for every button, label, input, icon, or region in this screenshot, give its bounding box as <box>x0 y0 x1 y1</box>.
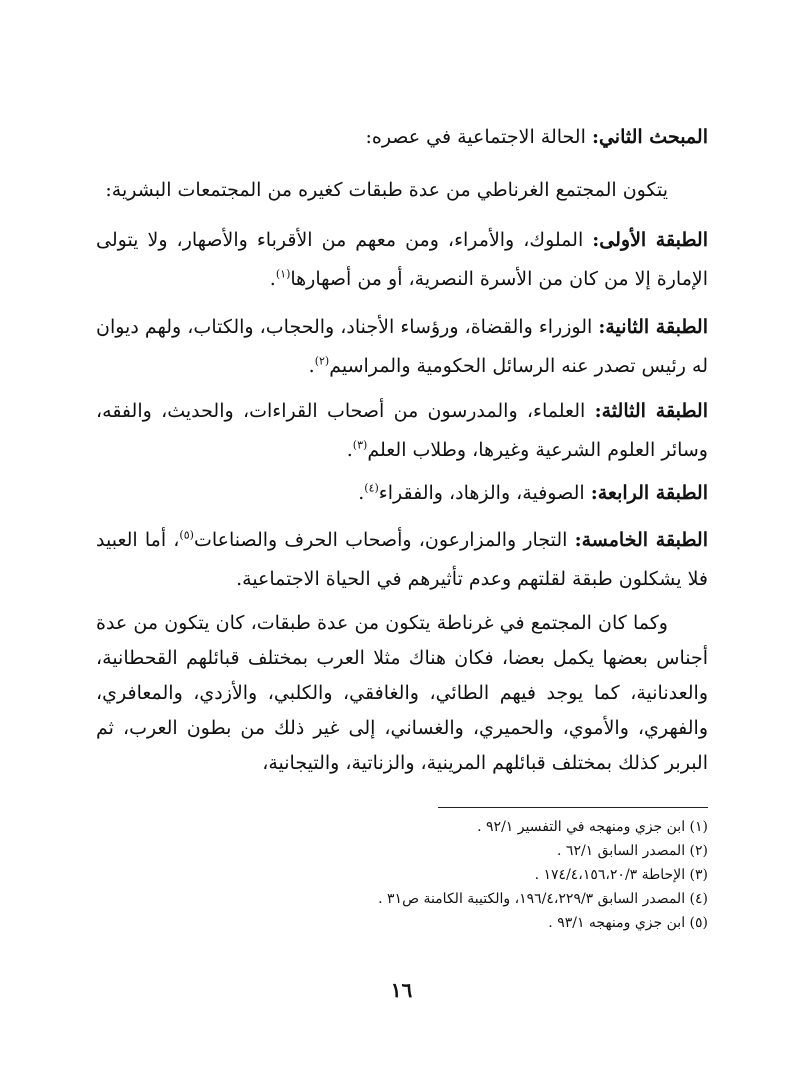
class-text: العلماء، والمدرسون من أصحاب القراءات، والحديث، والفقه، وسائر العلوم الشرعية وغيرها، وطلاب العلم <box>96 400 708 461</box>
class-label: الطبقة الأولى: <box>592 229 708 251</box>
class-label: الطبقة الرابعة: <box>590 482 708 504</box>
footnote-ref: (١) <box>275 267 291 281</box>
class-end: . <box>308 355 315 377</box>
class-text: الوزراء والقضاة، ورؤساء الأجناد، والحجاب، والكتاب، ولهم ديوان له رئيس تصدر عنه الرسائل الحكومية والمراسيم <box>96 316 708 377</box>
class-second <box>96 308 708 386</box>
footnote-3: (٣) الإحاطة ١٧٤/٤،١٥٦،٢٠/٣ . <box>534 867 708 883</box>
class-end: . <box>346 439 353 461</box>
footnote-ref: (٣) <box>352 438 368 452</box>
class-end: . <box>269 268 276 290</box>
class-end: . <box>358 482 365 504</box>
heading-title: الحالة الاجتماعية في عصره: <box>365 126 586 148</box>
class-label: الطبقة الثانية: <box>598 316 708 338</box>
class-first <box>96 221 708 299</box>
body-paragraph: وكما كان المجتمع في غرناطة يتكون من عدة طبقات، كان يتكون من عدة أجناس بعضها يكمل بعضا، فكان هناك مثلا العرب بمختلف قبائلهم القحطانية، والعدنانية، كما يوجد فيهم الطائي، والغافقي، والكلبي، والأزدي، والمعافري، والفهري، والأموي، والحميري، والغساني، إلى غير ذلك من بطون العرب، ثم البربر كذلك بمختلف قبائلهم المرينية، والزناتية، والتيجانية، <box>96 612 708 774</box>
class-end: ، أما العبيد فلا يشكلون طبقة لقلتهم وعدم تأثيرهم في الحياة الاجتماعية. <box>96 529 708 590</box>
footnotes <box>96 815 708 935</box>
class-fifth <box>96 521 708 599</box>
footnote-ref: (٤) <box>364 481 379 495</box>
class-text: الملوك، والأمراء، ومن معهم من الأقرباء والأصهار، ولا يتولى الإمارة إلا من كان من الأسرة النصرية، أو من أصهارها <box>96 229 708 290</box>
footnote-1: (١) ابن جزي ومنهجه في التفسير ٩٢/١ . <box>477 819 708 835</box>
class-fourth <box>96 474 708 513</box>
footnote-ref: (٢) <box>314 354 330 368</box>
footnote-2: (٢) المصدر السابق ٦٢/١ . <box>557 843 708 859</box>
section-heading <box>96 119 708 155</box>
footnote-4: (٤) المصدر السابق ١٩٦/٤،٢٢٩/٣، والكتيبة الكامنة ص٣١ . <box>378 891 708 907</box>
class-third <box>96 392 708 470</box>
page-number: ١٦ <box>390 978 413 1002</box>
class-text: التجار والمزارعون، وأصحاب الحرف والصناعات <box>193 529 575 551</box>
intro-sentence: يتكون المجتمع الغرناطي من عدة طبقات كغيره من المجتمعات البشرية: <box>105 179 668 201</box>
footnote-ref: (٥) <box>179 528 194 542</box>
class-text: الصوفية، والزهاد، والفقراء <box>378 482 591 504</box>
heading-label: المبحث الثاني: <box>591 126 708 148</box>
class-label: الطبقة الخامسة: <box>574 529 708 551</box>
class-label: الطبقة الثالثة: <box>594 400 708 422</box>
footnote-divider <box>438 807 708 808</box>
footnote-5: (٥) ابن جزي ومنهجه ٩٣/١ . <box>548 915 708 931</box>
